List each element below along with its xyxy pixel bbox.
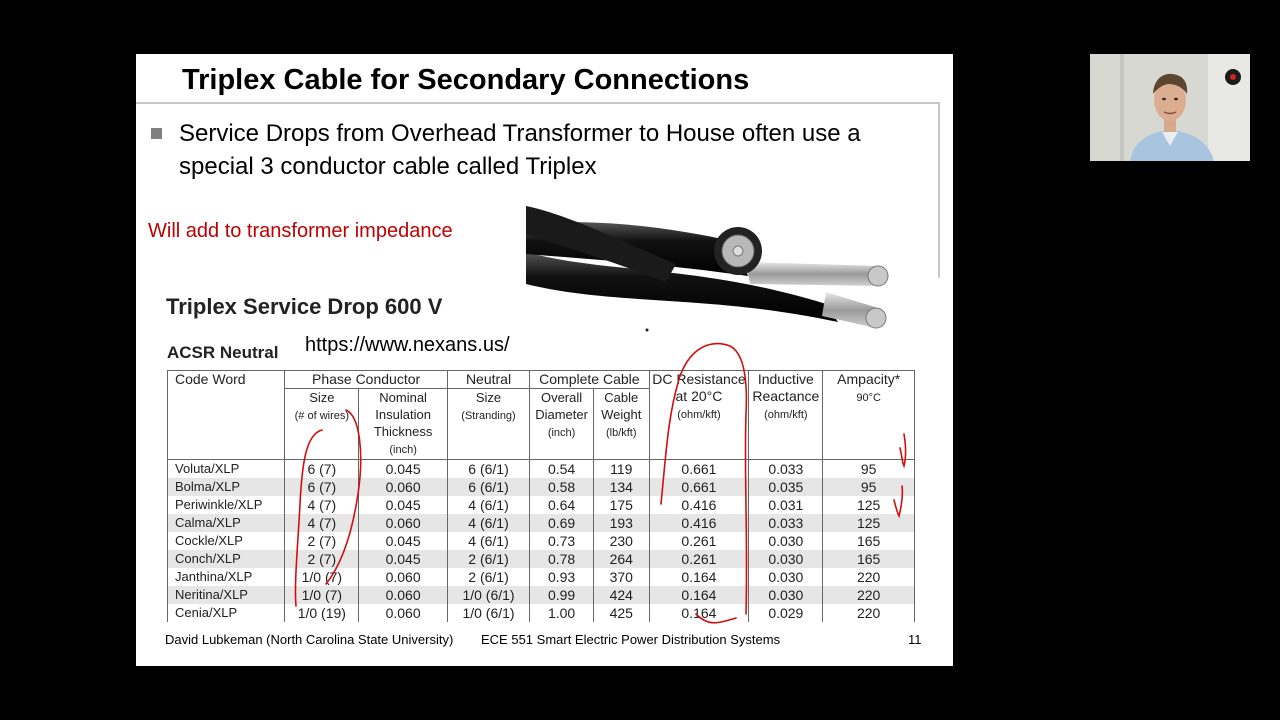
cell-insulation: 0.060 bbox=[359, 568, 447, 586]
cell-size: 1/0 (19) bbox=[285, 604, 359, 622]
cell-size: 4 (7) bbox=[285, 496, 359, 514]
cell-neutral: 6 (6/1) bbox=[447, 478, 529, 496]
cell-reactance: 0.035 bbox=[749, 478, 823, 496]
cell-size: 6 (7) bbox=[285, 460, 359, 479]
cell-weight: 424 bbox=[593, 586, 649, 604]
bullet-square-icon bbox=[151, 128, 162, 139]
footer-course: ECE 551 Smart Electric Power Distribution Systems bbox=[481, 632, 781, 647]
cell-weight: 370 bbox=[593, 568, 649, 586]
cell-weight: 264 bbox=[593, 550, 649, 568]
cell-diameter: 0.73 bbox=[530, 532, 594, 550]
cell-neutral: 1/0 (6/1) bbox=[447, 604, 529, 622]
subheader-size: Size (# of wires) bbox=[285, 389, 359, 460]
cell-neutral: 4 (6/1) bbox=[447, 496, 529, 514]
cell-dc-resistance: 0.416 bbox=[649, 514, 749, 532]
cell-insulation: 0.060 bbox=[359, 514, 447, 532]
cell-diameter: 0.58 bbox=[530, 478, 594, 496]
table-row bbox=[168, 460, 915, 479]
cell-neutral: 1/0 (6/1) bbox=[447, 586, 529, 604]
cell-weight: 230 bbox=[593, 532, 649, 550]
table-row bbox=[168, 550, 915, 568]
table-row bbox=[168, 604, 915, 622]
cell-dc-resistance: 0.661 bbox=[649, 460, 749, 479]
footer-author: David Lubkeman (North Carolina State University) bbox=[165, 632, 454, 647]
cell-ampacity: 220 bbox=[823, 586, 915, 604]
cell-reactance: 0.029 bbox=[749, 604, 823, 622]
red-annotation: Will add to transformer impedance bbox=[148, 220, 453, 242]
subheader-weight: Cable Weight (lb/kft) bbox=[593, 389, 649, 460]
cell-code: Cenia/XLP bbox=[168, 604, 285, 622]
cell-reactance: 0.033 bbox=[749, 460, 823, 479]
cell-insulation: 0.045 bbox=[359, 550, 447, 568]
cell-code: Periwinkle/XLP bbox=[168, 496, 285, 514]
subheader-diameter: Overall Diameter (inch) bbox=[530, 389, 594, 460]
slide-title: Triplex Cable for Secondary Connections bbox=[182, 64, 750, 96]
cell-weight: 193 bbox=[593, 514, 649, 532]
cell-ampacity: 165 bbox=[823, 532, 915, 550]
header-code-word: Code Word bbox=[168, 371, 285, 460]
cell-insulation: 0.060 bbox=[359, 478, 447, 496]
cell-size: 4 (7) bbox=[285, 514, 359, 532]
header-ampacity: Ampacity* 90°C bbox=[823, 371, 915, 460]
table-subtitle: ACSR Neutral bbox=[167, 343, 279, 362]
header-complete-cable: Complete Cable bbox=[530, 371, 649, 389]
cell-diameter: 0.99 bbox=[530, 586, 594, 604]
cell-size: 2 (7) bbox=[285, 550, 359, 568]
triplex-cable-image bbox=[526, 204, 896, 344]
cell-insulation: 0.060 bbox=[359, 586, 447, 604]
cell-code: Janthina/XLP bbox=[168, 568, 285, 586]
bullet-text: Service Drops from Overhead Transformer to House often use a special 3 conductor cable called Triplex bbox=[179, 120, 861, 180]
cell-diameter: 0.78 bbox=[530, 550, 594, 568]
cell-code: Neritina/XLP bbox=[168, 586, 285, 604]
source-url: https://www.nexans.us/ bbox=[305, 334, 510, 356]
cell-dc-resistance: 0.164 bbox=[649, 568, 749, 586]
table-row bbox=[168, 532, 915, 550]
header-phase-conductor: Phase Conductor bbox=[285, 371, 448, 389]
cell-size: 1/0 (7) bbox=[285, 568, 359, 586]
cell-weight: 134 bbox=[593, 478, 649, 496]
cell-diameter: 0.93 bbox=[530, 568, 594, 586]
cell-neutral: 2 (6/1) bbox=[447, 568, 529, 586]
cell-reactance: 0.030 bbox=[749, 568, 823, 586]
cell-neutral: 4 (6/1) bbox=[447, 532, 529, 550]
cell-weight: 175 bbox=[593, 496, 649, 514]
cell-reactance: 0.030 bbox=[749, 550, 823, 568]
presenter-video-thumbnail[interactable] bbox=[1090, 54, 1250, 161]
cell-diameter: 0.64 bbox=[530, 496, 594, 514]
cell-insulation: 0.045 bbox=[359, 532, 447, 550]
cell-weight: 425 bbox=[593, 604, 649, 622]
cell-reactance: 0.030 bbox=[749, 586, 823, 604]
table-row bbox=[168, 586, 915, 604]
cell-ampacity: 165 bbox=[823, 550, 915, 568]
cell-dc-resistance: 0.261 bbox=[649, 532, 749, 550]
subheader-neutral-size: Size (Stranding) bbox=[447, 389, 529, 460]
title-divider bbox=[136, 102, 940, 104]
spec-table bbox=[167, 370, 915, 622]
cell-ampacity: 220 bbox=[823, 568, 915, 586]
side-divider bbox=[938, 102, 940, 278]
header-neutral: Neutral bbox=[447, 371, 529, 389]
cell-dc-resistance: 0.416 bbox=[649, 496, 749, 514]
cell-ampacity: 125 bbox=[823, 496, 915, 514]
cell-dc-resistance: 0.261 bbox=[649, 550, 749, 568]
table-row bbox=[168, 514, 915, 532]
cell-insulation: 0.045 bbox=[359, 496, 447, 514]
cell-diameter: 1.00 bbox=[530, 604, 594, 622]
cell-reactance: 0.033 bbox=[749, 514, 823, 532]
cell-ampacity: 95 bbox=[823, 478, 915, 496]
cell-code: Calma/XLP bbox=[168, 514, 285, 532]
cell-size: 2 (7) bbox=[285, 532, 359, 550]
cell-dc-resistance: 0.164 bbox=[649, 604, 749, 622]
cell-size: 1/0 (7) bbox=[285, 586, 359, 604]
table-row bbox=[168, 496, 915, 514]
header-inductive-reactance: Inductive Reactance (ohm/kft) bbox=[749, 371, 823, 460]
subheader-insulation: Nominal Insulation Thickness (inch) bbox=[359, 389, 447, 460]
table-row bbox=[168, 478, 915, 496]
cell-neutral: 2 (6/1) bbox=[447, 550, 529, 568]
cell-code: Voluta/XLP bbox=[168, 460, 285, 479]
cell-diameter: 0.69 bbox=[530, 514, 594, 532]
cell-diameter: 0.54 bbox=[530, 460, 594, 479]
cell-dc-resistance: 0.661 bbox=[649, 478, 749, 496]
cell-code: Bolma/XLP bbox=[168, 478, 285, 496]
table-row bbox=[168, 568, 915, 586]
cell-neutral: 6 (6/1) bbox=[447, 460, 529, 479]
cell-ampacity: 220 bbox=[823, 604, 915, 622]
cell-size: 6 (7) bbox=[285, 478, 359, 496]
table-title: Triplex Service Drop 600 V bbox=[166, 294, 443, 319]
cell-insulation: 0.060 bbox=[359, 604, 447, 622]
cell-weight: 119 bbox=[593, 460, 649, 479]
slide bbox=[136, 54, 953, 666]
cell-ampacity: 125 bbox=[823, 514, 915, 532]
cell-code: Cockle/XLP bbox=[168, 532, 285, 550]
header-dc-resistance: DC Resistance at 20°C (ohm/kft) bbox=[649, 371, 749, 460]
page-number: 11 bbox=[908, 632, 922, 647]
cell-insulation: 0.045 bbox=[359, 460, 447, 479]
presenter-image bbox=[1090, 54, 1250, 161]
cell-code: Conch/XLP bbox=[168, 550, 285, 568]
cell-reactance: 0.030 bbox=[749, 532, 823, 550]
cell-dc-resistance: 0.164 bbox=[649, 586, 749, 604]
cell-ampacity: 95 bbox=[823, 460, 915, 479]
cell-reactance: 0.031 bbox=[749, 496, 823, 514]
cell-neutral: 4 (6/1) bbox=[447, 514, 529, 532]
